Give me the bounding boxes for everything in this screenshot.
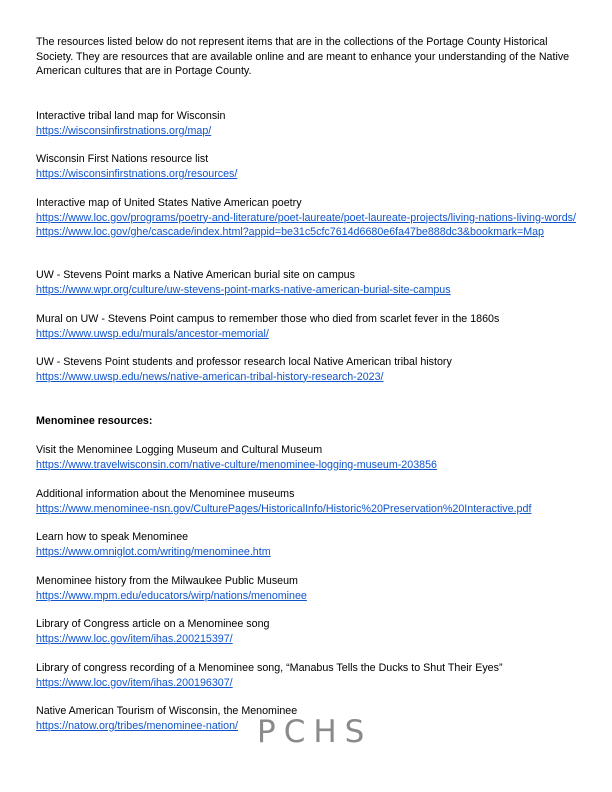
resource-entry <box>36 196 581 240</box>
resource-link[interactable]: https://www.loc.gov/item/ihas.200215397/ <box>36 632 233 645</box>
resource-link[interactable]: https://www.omniglot.com/writing/menominee.htm <box>36 545 271 558</box>
resource-title: Library of Congress article on a Menominee song <box>36 618 270 630</box>
pchs-watermark: PCHS <box>257 714 373 750</box>
resource-link[interactable]: https://www.travelwisconsin.com/native-culture/menominee-logging-museum-203856 <box>36 458 437 471</box>
resource-entry <box>36 152 581 181</box>
resource-entry <box>36 109 581 138</box>
resource-link[interactable]: https://wisconsinfirstnations.org/map/ <box>36 124 212 137</box>
resource-link[interactable]: https://www.mpm.edu/educators/wirp/nations/menominee <box>36 589 307 602</box>
resource-title: Interactive tribal land map for Wisconsin <box>36 110 226 122</box>
resource-entry <box>36 312 581 341</box>
resource-link[interactable]: https://wisconsinfirstnations.org/resources/ <box>36 167 238 180</box>
resource-title: Learn how to speak Menominee <box>36 531 189 543</box>
resource-link[interactable]: https://www.uwsp.edu/murals/ancestor-memorial/ <box>36 327 269 340</box>
resource-entry <box>36 268 581 297</box>
intro-paragraph: The resources listed below do not represent items that are in the collections of the Portage County Historical Society. They are resources that are available online and are meant to enhance your understanding of the Native American cultures that are in Portage County. <box>36 36 570 77</box>
resource-title: Additional information about the Menominee museums <box>36 488 295 500</box>
resource-entry <box>36 530 581 559</box>
resource-link[interactable]: https://www.loc.gov/ghe/cascade/index.html?appid=be31c5cfc7614d6680e6fa47be888dc3&bookmark=Map <box>36 226 545 238</box>
resource-link[interactable]: https://www.uwsp.edu/news/native-american-tribal-history-research-2023/ <box>36 370 384 383</box>
resource-link[interactable]: https://www.loc.gov/programs/poetry-and-literature/poet-laureate/poet-laureate-projects/living-nations-living-words/ <box>36 211 576 224</box>
resource-title: UW - Stevens Point marks a Native American burial site on campus <box>36 269 355 281</box>
resource-entry <box>36 617 581 646</box>
resource-title: Menominee history from the Milwaukee Public Museum <box>36 575 298 587</box>
resource-title: Visit the Menominee Logging Museum and Cultural Museum <box>36 444 323 456</box>
resource-entry <box>36 355 581 384</box>
resource-title: Library of congress recording of a Menominee song, “Manabus Tells the Ducks to Shut Their Eyes” <box>36 662 503 674</box>
resource-title: Interactive map of United States Native American poetry <box>36 197 302 209</box>
resource-title: Wisconsin First Nations resource list <box>36 153 209 165</box>
resource-entry <box>36 661 581 690</box>
resource-link[interactable]: https://natow.org/tribes/menominee-nation/ <box>36 719 238 732</box>
resource-title: UW - Stevens Point students and professor research local Native American tribal history <box>36 356 452 368</box>
resource-entry <box>36 443 581 472</box>
resource-link[interactable]: https://www.loc.gov/item/ihas.200196307/ <box>36 676 233 689</box>
resource-title: Mural on UW - Stevens Point campus to remember those who died from scarlet fever in the 1860s <box>36 313 500 325</box>
resource-entry <box>36 487 581 516</box>
menominee-heading: Menominee resources: <box>36 415 153 427</box>
resource-entry <box>36 574 581 603</box>
resource-link[interactable]: https://www.menominee-nsn.gov/CulturePages/HistoricalInfo/Historic%20Preservation%20Interactive.pdf <box>36 502 532 515</box>
resource-title: Native American Tourism of Wisconsin, the Menominee <box>36 705 298 717</box>
resource-link[interactable]: https://www.wpr.org/culture/uw-stevens-point-marks-native-american-burial-site-campus <box>36 283 451 296</box>
